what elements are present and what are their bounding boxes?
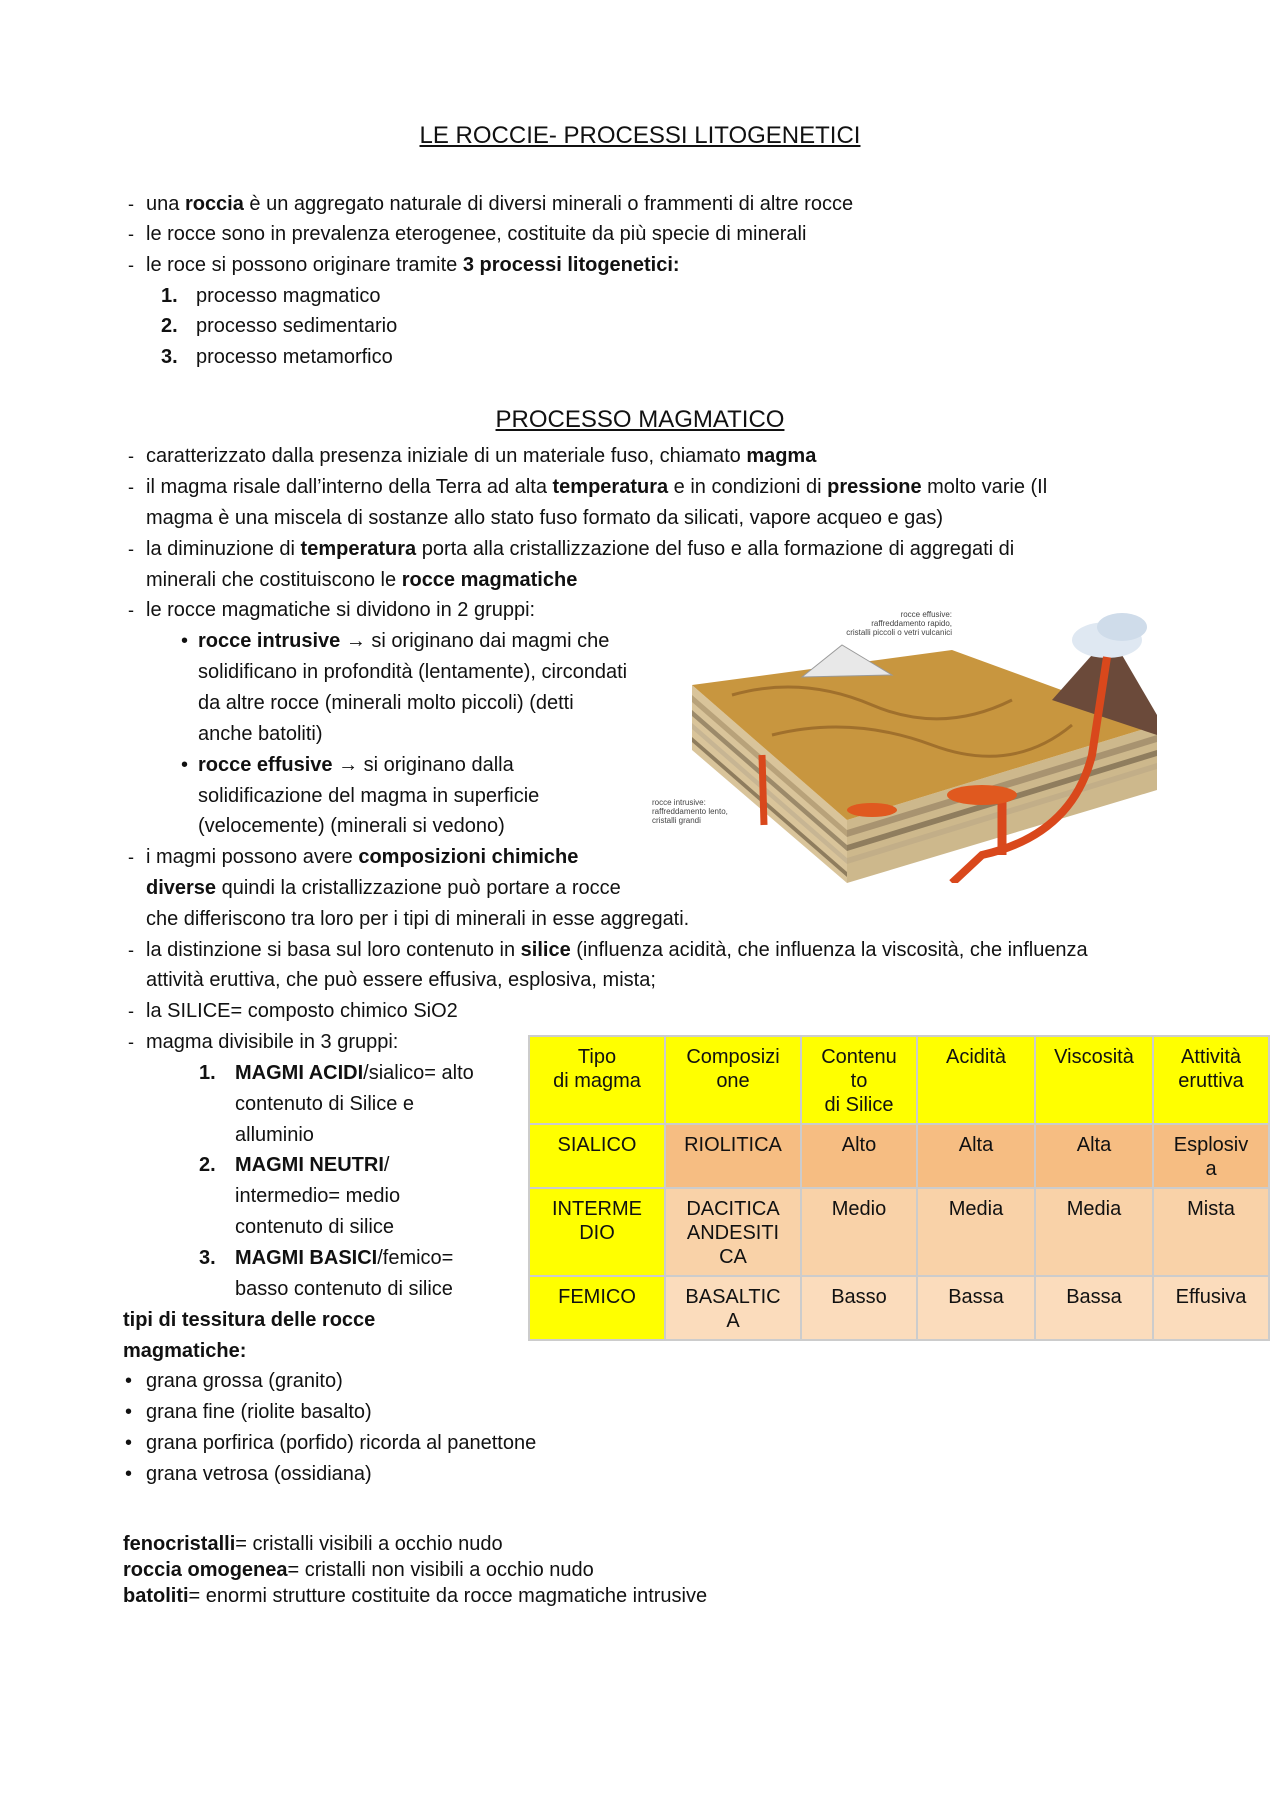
table-cell-text: Bassa: [1066, 1286, 1122, 1308]
magma-types-table: [528, 1035, 1270, 1341]
page-title: LE ROCCIE- PROCESSI LITOGENETICI: [419, 122, 861, 149]
table-cell-text: di magma: [553, 1070, 641, 1092]
table-cell: [801, 1124, 917, 1188]
label-intrusive: raffreddamento lento,: [652, 807, 728, 816]
table-cell: [665, 1276, 801, 1340]
table-cell: [917, 1188, 1035, 1276]
table-cell: [917, 1124, 1035, 1188]
table-cell-text: Alta: [958, 1134, 994, 1156]
table-cell-text: Effusiva: [1175, 1286, 1247, 1308]
table-row: [529, 1188, 1269, 1276]
table-cell-text: Basso: [831, 1286, 887, 1308]
table-header-cell: [529, 1036, 665, 1124]
label-effusive: rocce effusive:: [900, 610, 952, 619]
table-cell: [529, 1188, 665, 1276]
table-header-cell: [917, 1036, 1035, 1124]
label-intrusive: cristalli grandi: [652, 816, 701, 825]
table-cell: [1153, 1276, 1269, 1340]
table-cell-text: eruttiva: [1178, 1070, 1244, 1092]
table-header-cell: [1035, 1036, 1153, 1124]
table-cell-text: Media: [948, 1198, 1004, 1220]
table-cell-text: ANDESITI: [686, 1222, 780, 1244]
table-cell-text: FEMICO: [558, 1286, 636, 1308]
table-cell: [801, 1276, 917, 1340]
table-cell: [917, 1276, 1035, 1340]
table-header-cell: [801, 1036, 917, 1124]
table-header-cell: [665, 1036, 801, 1124]
label-intrusive: rocce intrusive:: [652, 798, 706, 807]
table-cell-text: Mista: [1187, 1198, 1235, 1220]
table-cell: [1035, 1188, 1153, 1276]
table-cell-text: DIO: [579, 1222, 615, 1244]
table-cell-text: Contenu: [821, 1046, 897, 1068]
table-cell: [529, 1124, 665, 1188]
table-cell-text: CA: [719, 1246, 747, 1268]
label-effusive: raffreddamento rapido,: [871, 619, 952, 628]
table-cell: [665, 1188, 801, 1276]
table-cell: [1035, 1124, 1153, 1188]
table-cell-text: Attività: [1180, 1046, 1242, 1068]
table-cell-text: A: [726, 1310, 740, 1332]
table-cell-text: Media: [1066, 1198, 1122, 1220]
table-cell-text: one: [716, 1070, 750, 1092]
table-cell-text: Composizi: [686, 1046, 780, 1068]
table-cell-text: Alto: [841, 1134, 877, 1156]
table-cell-text: Alta: [1076, 1134, 1112, 1156]
table-row: [529, 1124, 1269, 1188]
table-cell-text: to: [850, 1070, 868, 1092]
table-cell-text: Viscosità: [1054, 1046, 1134, 1068]
table-cell: [1153, 1124, 1269, 1188]
table-cell-text: Bassa: [948, 1286, 1004, 1308]
table-cell-text: Esplosiv: [1173, 1134, 1249, 1156]
table-cell: [801, 1188, 917, 1276]
table-cell: [1153, 1188, 1269, 1276]
section-title: PROCESSO MAGMATICO: [495, 406, 785, 433]
table-cell-text: Tipo: [577, 1046, 617, 1068]
label-effusive: cristalli piccoli o vetri vulcanici: [846, 628, 952, 637]
table-header-row: [529, 1036, 1269, 1124]
table-cell-text: Medio: [831, 1198, 887, 1220]
table-cell-text: INTERME: [552, 1198, 642, 1220]
table-cell: [529, 1276, 665, 1340]
table-cell: [665, 1124, 801, 1188]
volcano-cross-section-illustration: [652, 605, 1162, 883]
table-header-cell: [1153, 1036, 1269, 1124]
table-cell-text: Acidità: [945, 1046, 1007, 1068]
table-cell: [1035, 1276, 1153, 1340]
table-cell-text: SIALICO: [557, 1134, 637, 1156]
table-cell-text: a: [1205, 1158, 1217, 1180]
table-cell-text: RIOLITICA: [684, 1134, 782, 1156]
table-cell-text: DACITICA: [686, 1198, 780, 1220]
table-row: [529, 1276, 1269, 1340]
table-cell-text: di Silice: [824, 1094, 894, 1116]
table-cell-text: BASALTIC: [685, 1286, 781, 1308]
